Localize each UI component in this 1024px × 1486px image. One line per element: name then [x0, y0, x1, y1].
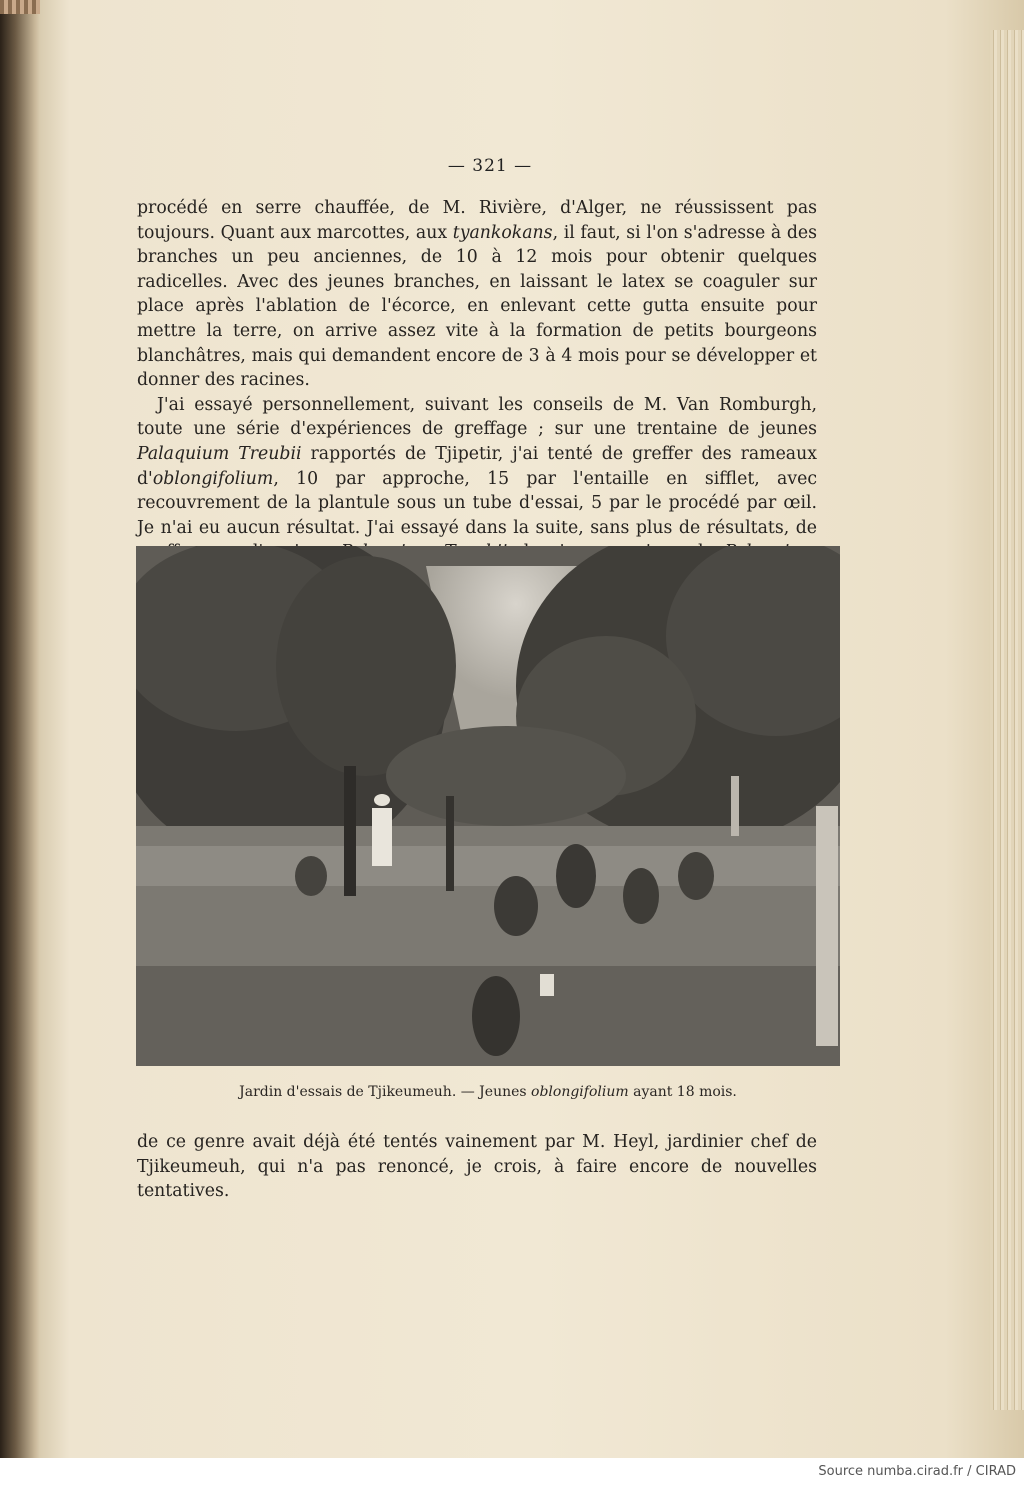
book-spine — [0, 0, 44, 1458]
text-run: ayant 18 mois. — [628, 1084, 737, 1100]
text-run: de ce genre avait déjà été tentés vainement par M. Heyl, jardinier chef de Tjikeumeuh, qui n'a pas renoncé, je crois, à faire encore de nouvelles tentatives. — [137, 1132, 817, 1202]
italic-term: Palaquium Treubii — [137, 443, 302, 464]
body-text-top — [137, 196, 817, 590]
garden-photo-illustration — [136, 546, 840, 1066]
text-run: rapportés de Tjipetir, j'ai tenté de greffer des rameaux d' — [137, 443, 817, 489]
text-run: , 10 par approche, 15 par l'entaille en sifflet, avec recouvrement de la plantule sous un tube d'essai, 5 par le procédé par œil. Je n'ai eu aucun résultat. J'ai essayé dans la suite, sans plus de résultats, de — [137, 468, 817, 538]
paragraph-3 — [137, 1130, 817, 1204]
italic-term: oblongifolium — [152, 468, 274, 489]
text-run: J'ai essayé personnellement, suivant les conseils de M. Van Romburgh, toute une série d'expériences de greffage ; sur une trentaine de jeunes — [137, 394, 817, 440]
body-text-bottom — [137, 1130, 817, 1204]
page-edges — [990, 30, 1024, 1410]
book-page — [40, 0, 1024, 1458]
figure-caption — [136, 1084, 840, 1100]
paragraph-1 — [137, 196, 817, 393]
text-run: procédé en serre chauffée, de M. Rivière, d'Alger, ne réussissent pas toujours. Quant aux marcottes, aux — [137, 198, 817, 243]
page-number: — 321 — — [447, 156, 533, 176]
source-credit: Source numba.cirad.fr / CIRAD — [818, 1464, 1016, 1479]
italic-term: oblongifolium — [531, 1084, 629, 1100]
figure-of-gardener — [372, 808, 392, 866]
text-run: Jardin d'essais de Tjikeumeuh. — Jeunes — [239, 1084, 532, 1100]
text-run: , il faut, si l'on s'adresse à des branches un peu anciennes, de 10 à 12 mois pour obtenir quelques radicelles. Avec des jeunes branches, en laissant le latex se coaguler sur place après l'ablation de l'écorce, en enlevant cette gutta ensuite pour mettre la terre, on arrive assez vite à la formation de petits bourgeons blanchâtres, mais qui demandent encore de 3 à 4 mois pour se développer et donner des racines. — [137, 222, 817, 391]
photograph-garden — [136, 546, 840, 1066]
italic-term: tyankokans — [452, 222, 553, 243]
